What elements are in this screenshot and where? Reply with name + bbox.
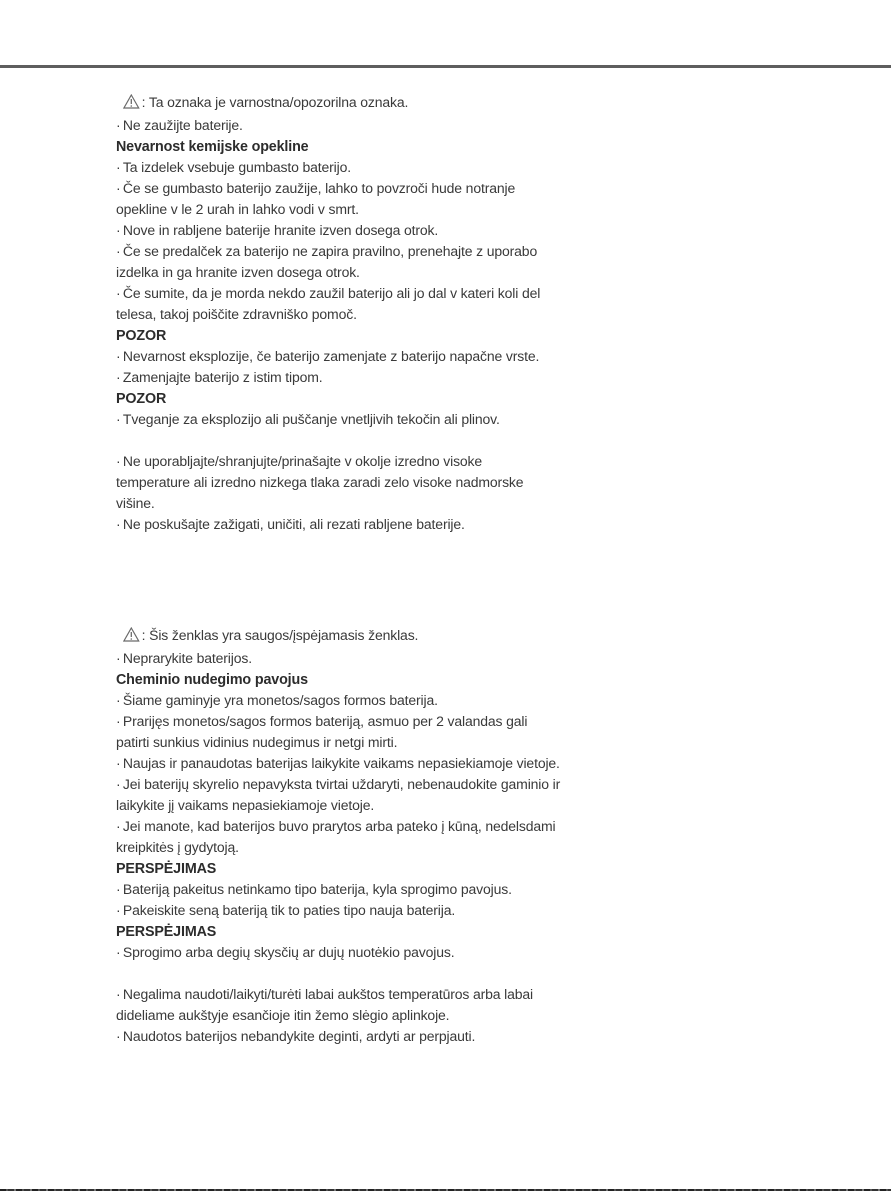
- bullet-glyph: ·: [116, 223, 121, 239]
- bullet-item: [116, 775, 728, 796]
- bullet-text: Če se predalček za baterijo ne zapira pravilno, prenehajte z uporabo: [122, 244, 538, 260]
- bullet-glyph: ·: [116, 777, 121, 793]
- bullet-text: Jei baterijų skyrelio nepavyksta tvirtai uždaryti, nebenaudokite gaminio ir: [122, 777, 561, 793]
- continuation-line: višine.: [116, 496, 155, 512]
- bullet-text: Ne uporabljajte/shranjujte/prinašajte v okolje izredno visoke: [122, 454, 483, 470]
- footer-rule: [0, 1189, 891, 1191]
- bullet-glyph: ·: [116, 714, 121, 730]
- bullet-text: Jei manote, kad baterijos buvo prarytos arba pateko į kūną, nedelsdami: [122, 819, 556, 835]
- bullet-glyph: ·: [116, 517, 121, 533]
- bullet-glyph: ·: [116, 819, 121, 835]
- bullet-text: Nevarnost eksplozije, če baterijo zamenjate z baterijo napačne vrste.: [122, 349, 540, 365]
- section-heading: PERSPĖJIMAS: [116, 861, 217, 877]
- bullet-item: [116, 880, 728, 901]
- bullet-item: [116, 943, 728, 964]
- continuation-line: dideliame aukštyje esančioje itin žemo slėgio aplinkoje.: [116, 1008, 450, 1024]
- slovenian-lines: [116, 116, 736, 536]
- bullet-text: Zamenjajte baterijo z istim tipom.: [122, 370, 323, 386]
- bullet-glyph: ·: [116, 349, 121, 365]
- bullet-item: [116, 712, 728, 733]
- continuation-line: patirti sunkius vidinius nudegimus ir netgi mirti.: [116, 735, 398, 751]
- bullet-text: Pakeiskite seną bateriją tik to paties tipo nauja baterija.: [122, 903, 456, 919]
- bullet-item: [116, 691, 728, 712]
- continuation-line: temperature ali izredno nizkega tlaka zaradi zelo visoke nadmorske: [116, 475, 524, 491]
- bullet-item: [116, 754, 728, 775]
- bullet-glyph: ·: [116, 454, 121, 470]
- bullet-glyph: ·: [116, 756, 121, 772]
- bullet-text: Ne zaužijte baterije.: [122, 118, 243, 134]
- bullet-item: [116, 158, 728, 179]
- bullet-glyph: ·: [116, 118, 121, 134]
- paragraph-gap: [116, 431, 736, 452]
- section-heading: PERSPĖJIMAS: [116, 924, 217, 940]
- warning-symbol-note: [116, 93, 728, 116]
- continuation-line: laikykite jį vaikams nepasiekiamoje vietoje.: [116, 798, 375, 814]
- bullet-glyph: ·: [116, 286, 121, 302]
- bullet-item: [116, 368, 728, 389]
- bullet-text: Sprogimo arba degių skysčių ar dujų nuotėkio pavojus.: [122, 945, 455, 961]
- continuation-line: opekline v le 2 urah in lahko vodi v smrt.: [116, 202, 359, 218]
- bullet-glyph: ·: [116, 945, 121, 961]
- paragraph-gap: [116, 964, 736, 985]
- header-rule: [0, 65, 891, 68]
- bullet-item: [116, 515, 728, 536]
- bullet-item: [116, 817, 728, 838]
- bullet-item: [116, 242, 728, 263]
- bullet-item: [116, 221, 728, 242]
- section-heading: Nevarnost kemijske opekline: [116, 139, 309, 155]
- symbol-note-text: : Šis ženklas yra saugos/įspėjamasis ženklas.: [141, 628, 419, 644]
- bullet-text: Naujas ir panaudotas baterijas laikykite vaikams nepasiekiamoje vietoje.: [122, 756, 560, 772]
- bullet-glyph: ·: [116, 370, 121, 386]
- warning-triangle-icon: [123, 94, 140, 116]
- bullet-text: Ta izdelek vsebuje gumbasto baterijo.: [122, 160, 351, 176]
- bullet-glyph: ·: [116, 244, 121, 260]
- bullet-item: [116, 284, 728, 305]
- bullet-item: [116, 179, 728, 200]
- bullet-item: [116, 347, 728, 368]
- bullet-glyph: ·: [116, 1029, 121, 1045]
- section-heading: Cheminio nudegimo pavojus: [116, 672, 308, 688]
- symbol-note-text: : Ta oznaka je varnostna/opozorilna oznaka.: [141, 95, 409, 111]
- bullet-item: [116, 452, 728, 473]
- lithuanian-lines: [116, 649, 736, 1048]
- bullet-glyph: ·: [116, 412, 121, 428]
- continuation-line: izdelka in ga hranite izven dosega otrok.: [116, 265, 360, 281]
- lithuanian-section: [116, 626, 736, 1048]
- bullet-item: [116, 410, 728, 431]
- section-heading: POZOR: [116, 391, 167, 407]
- bullet-glyph: ·: [116, 903, 121, 919]
- section-heading: POZOR: [116, 328, 167, 344]
- bullet-glyph: ·: [116, 181, 121, 197]
- bullet-glyph: ·: [116, 693, 121, 709]
- bullet-text: Nove in rabljene baterije hranite izven dosega otrok.: [122, 223, 439, 239]
- bullet-text: Neprarykite baterijos.: [122, 651, 252, 667]
- bullet-item: [116, 901, 728, 922]
- warning-symbol-note: [116, 626, 728, 649]
- slovenian-section: [116, 93, 736, 536]
- bullet-glyph: ·: [116, 160, 121, 176]
- bullet-text: Tveganje za eksplozijo ali puščanje vnetljivih tekočin ali plinov.: [122, 412, 500, 428]
- bullet-glyph: ·: [116, 987, 121, 1003]
- continuation-line: kreipkitės į gydytoją.: [116, 840, 239, 856]
- bullet-glyph: ·: [116, 651, 121, 667]
- warning-triangle-icon: [123, 627, 140, 649]
- bullet-text: Bateriją pakeitus netinkamo tipo baterija, kyla sprogimo pavojus.: [122, 882, 512, 898]
- bullet-text: Če sumite, da je morda nekdo zaužil baterijo ali jo dal v kateri koli del: [122, 286, 541, 302]
- bullet-item: [116, 1027, 728, 1048]
- bullet-text: Če se gumbasto baterijo zaužije, lahko to povzroči hude notranje: [122, 181, 516, 197]
- bullet-text: Negalima naudoti/laikyti/turėti labai aukštos temperatūros arba labai: [122, 987, 534, 1003]
- bullet-text: Naudotos baterijos nebandykite deginti, ardyti ar perpjauti.: [122, 1029, 476, 1045]
- bullet-glyph: ·: [116, 882, 121, 898]
- bullet-text: Prarijęs monetos/sagos formos bateriją, asmuo per 2 valandas gali: [122, 714, 528, 730]
- bullet-item: [116, 116, 728, 137]
- bullet-text: Ne poskušajte zažigati, uničiti, ali rezati rabljene baterije.: [122, 517, 465, 533]
- bullet-item: [116, 649, 728, 670]
- bullet-text: Šiame gaminyje yra monetos/sagos formos baterija.: [122, 693, 438, 709]
- continuation-line: telesa, takoj poiščite zdravniško pomoč.: [116, 307, 357, 323]
- bullet-item: [116, 985, 728, 1006]
